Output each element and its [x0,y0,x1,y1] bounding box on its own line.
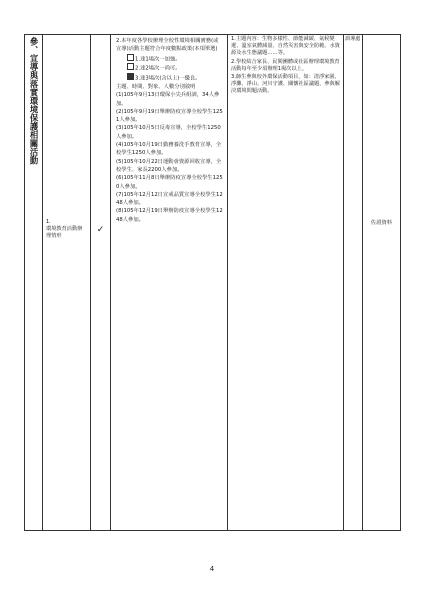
narrow-text: 訓導處 [345,36,361,42]
option-3-label: 3.達3場次(含以上)一優良。 [135,75,201,82]
content-point: 2.學校結合家長、民間團體或社區辦理環境教育活動每年至少須辦理1場次以上。 [231,58,340,72]
narrow-cell [344,35,363,531]
event-item: (3)105年10月5日反毒宣導，全校學生1250人參加。 [116,125,221,140]
event-item: (7)105年12月12日宣戒品質宣導全校學生1248人參加。 [116,191,223,207]
checkbox-option-1[interactable] [127,54,134,61]
section-cell [25,35,43,531]
event-item: (4)105年10月19日勤務養洗手教育宣導，全校學生1250人參加。 [116,142,222,157]
evaluation-table [24,34,401,531]
item-label: 環境教育活動辦理情形 [46,226,83,240]
event-item: (6)105年11月8日舉辦防疫宣導全校學生1250人參加。 [116,175,223,190]
detail-intro: 2.本年度各學校辦理全校性環境相關實務(或宣導)活動主題符合年度數點政策(本項單選) [116,38,219,53]
event-item: (1)105年9月13日環保小尖兵組訓，34人參加。 [116,92,220,107]
item-cell [43,35,91,531]
option-2-label: 2.達2場次一尚可。 [135,65,181,72]
event-item: (5)105年10月22日運動會資源回收宣導，全校學生、家長2200人參加。 [116,158,222,173]
option-1-label: 1.達1場次一加強。 [135,56,181,63]
event-item: (8)105年12月19日舉辦防疫宣導全校學生1248人參加。 [116,208,223,223]
checkbox-option-2[interactable] [127,63,134,70]
item-number: 1. [46,219,51,225]
detail-description: 主題、時間、對象、人數分別敘明 [116,83,196,90]
evidence-label: 佐證資料 [370,220,393,226]
detail-cell [111,35,228,531]
checkbox-option-3-checked[interactable] [127,73,134,80]
page-number: 4 [209,565,215,573]
content-point: 3.師生參與校外環保活動項目，如：清淨家園、淨灘、淨山、河川守護、關懷社區議題，參與解決環境問題活動。 [231,74,340,95]
content-cell [228,35,344,531]
content-point: 1.主題內容：生物多樣性、節能減碳、氣候變遷、溫室氣體減量、自然災害與安全防範、水資源及水生態議題……等。 [231,36,340,57]
evidence-cell [363,35,401,531]
check-cell [91,35,111,531]
section-title: 參、宣導與落實環境保護相關活動 [29,37,39,165]
event-item: (2)105年9月19日舉辦防疫宣導全校學生1251人參加。 [116,108,223,124]
checkmark-icon: ✓ [96,225,105,235]
